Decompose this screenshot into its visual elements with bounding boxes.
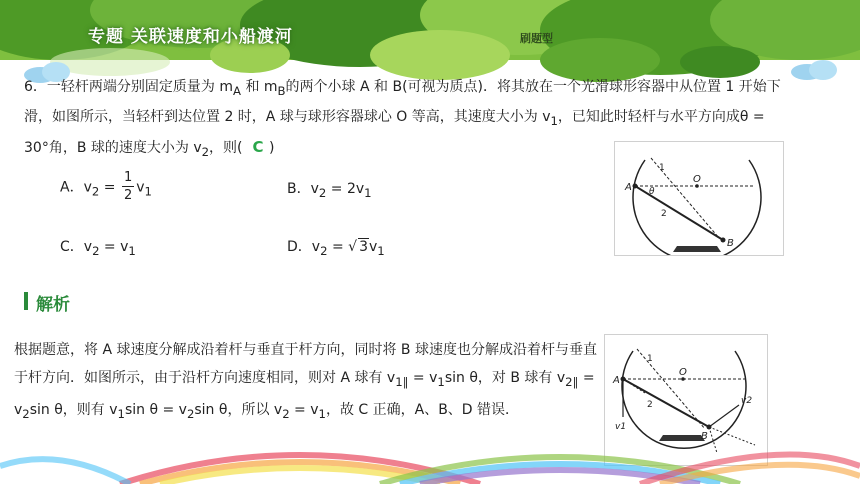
svg-text:v1: v1 [615,422,627,432]
option-c[interactable]: C．$v_2 = v_1$ [60,239,136,258]
svg-text:B: B [701,431,708,442]
svg-text:2: 2 [647,400,653,410]
question-text: 6．一轻杆两端分别固定质量为 $m_A$ 和 $m_B$的两个小球 A 和 B(可视为质点)．将其放在一个光滑球形容器中从位置 1 开始下滑，如图所示，当轻杆到达位置 2 时，A 球与球形容器球心 O 等高，其速度大小为 $v_1$，已知此时轻杆与水平方向成θ = 30°角，B 球的速度大小为 $v_2$，则( C ) [24,79,781,159]
rainbow-footer-decoration [0,436,860,484]
slide-tag: 刷题型 [520,32,553,45]
svg-text:A: A [613,375,620,386]
svg-text:O: O [679,367,687,378]
cloud-right-icon [785,58,845,82]
answer-mark: C [252,137,264,156]
section-title: 解析 [36,295,70,315]
sqrt-sign: √ [348,239,358,255]
fraction-one-half: $\frac{1}{2}$ [123,170,133,203]
section-marker [24,292,28,310]
svg-text:1: 1 [659,163,665,173]
option-d[interactable]: D．$v_2$ = √ $3v_1$ [287,239,385,258]
svg-text:v2: v2 [741,396,753,406]
svg-text:θ: θ [649,187,655,197]
option-a[interactable]: A．$v_2$ = $\frac{1}{2}$ $v_1$ [60,170,152,203]
option-b[interactable]: B．$v_2 = 2v_1$ [287,181,372,200]
question-figure [614,141,784,256]
svg-text:O: O [693,174,701,185]
svg-text:2: 2 [661,209,667,219]
slide-title: 专题 关联速度和小船渡河 [88,27,293,47]
svg-text:B: B [727,238,734,249]
svg-text:A: A [625,182,632,193]
analysis-text: 根据题意，将 A 球速度分解成沿着杆与垂直于杆方向，同时将 B 球速度也分解成沿着杆与垂直于杆方向．如图所示，由于沿杆方向速度相同，则对 A 球有 $v_{1\parallel} = v_1\sin$ θ，对 B 球有 $v_{2\parallel} = v_2\sin$ θ，则有 $v_1\sin$ $\theta = v_2\sin$ θ，所以 $v_2 = v_1$，故 C 正确，A、B、D 错误． [14,342,597,421]
sphere-container-diagram [615,142,783,255]
svg-text:1: 1 [647,354,653,364]
